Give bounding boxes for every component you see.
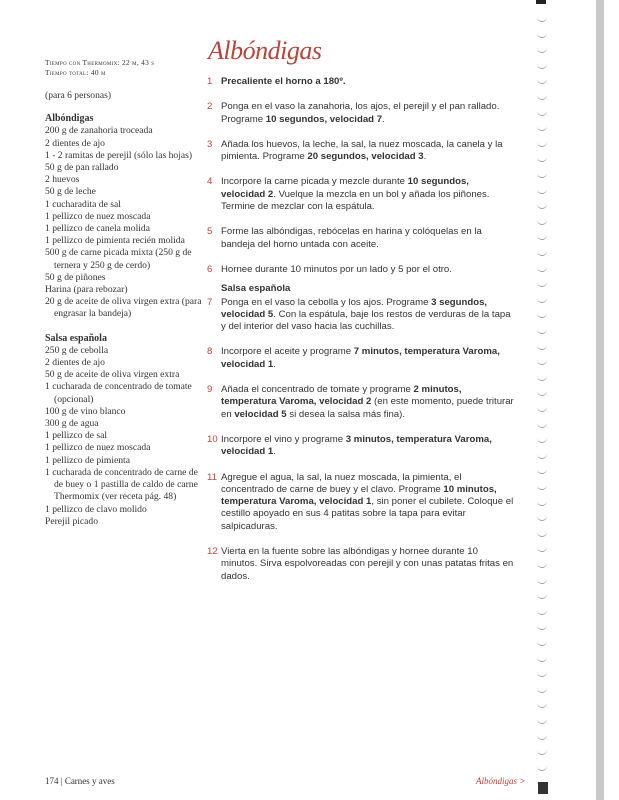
step-number: 7: [207, 296, 213, 308]
step-text: 3 minutos, temperatura Varoma, velocidad 1: [221, 433, 492, 458]
step-text: Ponga en el vaso la zanahoria, los ajos, el perejil y el pan rallado. Programe: [221, 101, 500, 125]
ingredient-item: 2 huevos: [45, 174, 80, 186]
step-text: Añada el concentrado de tomate y programe: [221, 384, 414, 396]
spiral-ring: [537, 217, 547, 225]
step-number: 11: [207, 471, 217, 483]
spiral-ring: [537, 45, 547, 53]
step-text: Vierta en la fuente sobre las albóndigas y hornee durante 10 minutos. Sirva espolvoreadas con perejil y con unas patatas fritas en dados.: [221, 546, 514, 582]
ingredient-item: 2 dientes de ajo: [45, 357, 105, 369]
ingredient-item: 50 g de piñones: [45, 271, 106, 283]
step-item: [207, 101, 515, 126]
spiral-ring: [537, 591, 547, 599]
spiral-ring: [537, 30, 547, 38]
step-text: . Con la espátula, baje los restos de verduras de la tapa y del interior del vaso hacia las cuchillas.: [221, 308, 511, 333]
spiral-ring: [537, 482, 547, 490]
spiral-ring: [537, 622, 547, 630]
spiral-ring: [537, 700, 547, 708]
ingredient-item: 2 dientes de ajo: [45, 137, 105, 149]
ingredient-item: 500 g de carne picada mixta (250 g de ternera y 250 g de cerdo): [45, 247, 192, 271]
spiral-ring: [537, 342, 547, 350]
step-number: 8: [207, 346, 213, 358]
spiral-ring: [537, 154, 547, 162]
spiral-ring: [537, 513, 547, 521]
step-item: [207, 434, 515, 459]
step-text: .: [423, 151, 427, 163]
step-item: [207, 384, 515, 421]
step-number: 4: [207, 176, 213, 188]
step-text: .: [273, 358, 276, 370]
spiral-ring: [537, 498, 547, 506]
spiral-ring: [537, 435, 547, 443]
ingredient-item: 200 g de zanahoria troceada: [45, 125, 153, 137]
step-item: [207, 76, 515, 88]
ingredients-column: [45, 58, 205, 528]
spiral-ring: [537, 669, 547, 677]
footer-left: 174 | Carnes y aves: [45, 776, 115, 786]
step-text: velocidad 5: [234, 408, 287, 420]
ingredient-item: 50 g de pan rallado: [45, 162, 119, 174]
albondigas-ingredient-list: [45, 125, 205, 320]
ingredient-item: 1 cucharada de concentrado de tomate (opcional): [45, 381, 192, 405]
step-item: [207, 546, 515, 583]
step-number: 6: [207, 263, 213, 275]
salsa-ingredients-title: Salsa española: [45, 332, 107, 344]
spiral-ring: [537, 264, 547, 272]
step-item: [207, 226, 515, 251]
ingredient-item: 1 pellizco de pimienta recién molida: [45, 235, 185, 247]
albondigas-ingredients-title: Albóndigas: [45, 113, 94, 125]
step-text: 10 segundos, velocidad 2: [221, 176, 469, 200]
step-text: 2 minutos, temperatura Varoma, velocidad 2: [221, 384, 462, 408]
step-number: 1: [207, 76, 213, 87]
binding-bottom-mark: [538, 782, 548, 794]
spiral-ring: [537, 186, 547, 194]
spiral-ring: [537, 732, 547, 740]
page-edge: [596, 0, 604, 800]
step-text: Hornee durante 10 minutos por un lado y 5 por el otro.: [221, 263, 452, 275]
spiral-ring: [537, 466, 547, 474]
step-item: [207, 139, 515, 164]
spiral-ring: [537, 763, 547, 771]
step-item: [207, 264, 515, 276]
spiral-ring: [537, 92, 547, 100]
ingredient-item: 50 g de leche: [45, 186, 96, 198]
step-text: 7 minutos, temperatura Varoma, velocidad 1: [221, 346, 500, 370]
spiral-ring: [537, 123, 547, 131]
step-number: 2: [207, 101, 213, 113]
spiral-ring: [537, 388, 547, 396]
salsa-subhead: Salsa española: [221, 283, 291, 295]
ingredient-item: 1 cucharada de concentrado de carne de de buey o 1 pastilla de caldo de carne Thermomix (ver receta pág. 48): [45, 466, 198, 503]
step-text: Incorpore la carne picada y mezcle durante: [221, 176, 408, 188]
step-text: . Vuelque la mezcla en un bol y añada los piñones. Termine de mezclar con la espátula.: [221, 188, 490, 213]
ingredient-item: 100 g de vino blanco: [45, 405, 126, 417]
spiral-ring: [537, 451, 547, 459]
spiral-ring: [537, 654, 547, 662]
spiral-ring: [537, 108, 547, 116]
spiral-ring: [537, 170, 547, 178]
page-number: 174: [45, 776, 59, 786]
spiral-ring: [537, 716, 547, 724]
spiral-ring: [537, 560, 547, 568]
spiral-ring: [537, 685, 547, 693]
ingredient-item: 1 pellizco de nuez moscada: [45, 210, 151, 222]
step-text: .: [273, 446, 276, 458]
recipe-title: Albóndigas: [208, 36, 322, 65]
footer-recipe-name: Albóndigas: [476, 776, 518, 786]
step-number: 5: [207, 226, 213, 238]
step-number: 9: [207, 384, 213, 396]
step-text: Ponga en el vaso la cebolla y los ajos. Programe: [221, 296, 432, 308]
spiral-ring: [537, 747, 547, 755]
spiral-ring: [537, 201, 547, 209]
footer-right-link[interactable]: [476, 776, 525, 786]
spiral-ring: [537, 61, 547, 69]
spiral-ring: [537, 279, 547, 287]
step-text: (en este momento, puede triturar en: [221, 396, 514, 420]
step-text: 3 segundos, velocidad 5: [221, 296, 488, 320]
step-text: Añada los huevos, la leche, la sal, la nuez moscada, la canela y la pimienta. Programe: [221, 138, 503, 163]
spiral-ring: [537, 295, 547, 303]
ingredient-item: 1 pellizco de nuez moscada: [45, 442, 151, 454]
spiral-ring: [537, 139, 547, 147]
ingredient-item: 1 - 2 ramitas de perejil (sólo las hojas): [45, 149, 193, 161]
spiral-ring: [537, 326, 547, 334]
time-with-thermomix: Tiempo con Thermomix: 22 m, 43 s: [45, 58, 155, 67]
chevron-right-icon: >: [520, 776, 526, 786]
ingredient-item: 1 pellizco de canela molida: [45, 223, 150, 235]
spiral-ring: [537, 357, 547, 365]
servings: (para 6 personas): [45, 90, 112, 101]
ingredient-item: 250 g de cebolla: [45, 344, 109, 356]
spiral-ring: [537, 576, 547, 584]
ingredient-item: 1 cucharadita de sal: [45, 198, 121, 210]
step-number: 3: [207, 138, 213, 150]
spiral-ring: [537, 607, 547, 615]
ingredient-item: 300 g de agua: [45, 418, 99, 430]
step-text: 10 segundos, velocidad 7: [265, 113, 383, 125]
step-text: Incorpore el vino y programe: [221, 433, 346, 445]
spiral-ring: [537, 14, 547, 22]
ingredient-item: 50 g de aceite de oliva virgen extra: [45, 369, 180, 381]
step-text: Forme las albóndigas, rebócelas en harina y colóquelas en la bandeja del horno untada con aceite.: [221, 226, 482, 250]
section-name: Carnes y aves: [64, 776, 115, 786]
spiral-ring: [537, 232, 547, 240]
spiral-ring: [537, 373, 547, 381]
spiral-ring: [537, 404, 547, 412]
ingredient-item: 1 pellizco de pimienta: [45, 454, 130, 466]
spiral-ring: [537, 544, 547, 552]
ingredient-item: Perejil picado: [45, 515, 99, 527]
ingredient-item: 1 pellizco de sal: [45, 430, 108, 442]
step-item: [207, 297, 515, 334]
step-text: Agregue el agua, la sal, la nuez moscada, la pimienta, el concentrado de carne de buey y el clavo. Programe: [221, 471, 462, 495]
salsa-ingredient-list: [45, 345, 205, 528]
step-text: 20 segundos, velocidad 3: [307, 151, 424, 163]
spiral-binding: [535, 0, 565, 800]
steps-list: [207, 76, 515, 596]
ingredient-item: Harina (para rebozar): [45, 284, 128, 296]
step-text: Precaliente el horno a 180º.: [221, 76, 346, 87]
step-text: 10 minutos, temperatura Varoma, velocidad 1: [221, 483, 497, 508]
step-item: [207, 472, 515, 533]
spiral-ring: [537, 310, 547, 318]
ingredient-item: 1 pellizco de clavo molido: [45, 503, 147, 515]
step-item: [207, 346, 515, 371]
step-text: .: [382, 113, 385, 125]
step-number: 12: [207, 546, 218, 558]
step-number: 10: [207, 433, 218, 445]
step-text: si desea la salsa más fina).: [286, 408, 405, 420]
step-text: , sin poner el cubilete. Coloque el cestillo apoyado en sus 4 patitas sobre la tapa para evitar salpicaduras.: [221, 496, 514, 532]
spiral-ring: [537, 76, 547, 84]
spiral-ring: [537, 420, 547, 428]
step-item: [207, 176, 515, 213]
time-total: Tiempo total: 40 m: [45, 68, 106, 77]
ingredient-item: 20 g de aceite de oliva virgen extra (para engrasar la bandeja): [45, 296, 202, 320]
spiral-ring: [537, 638, 547, 646]
spiral-ring: [537, 529, 547, 537]
step-text: Incorpore el aceite y programe: [221, 346, 354, 358]
spiral-ring: [537, 248, 547, 256]
